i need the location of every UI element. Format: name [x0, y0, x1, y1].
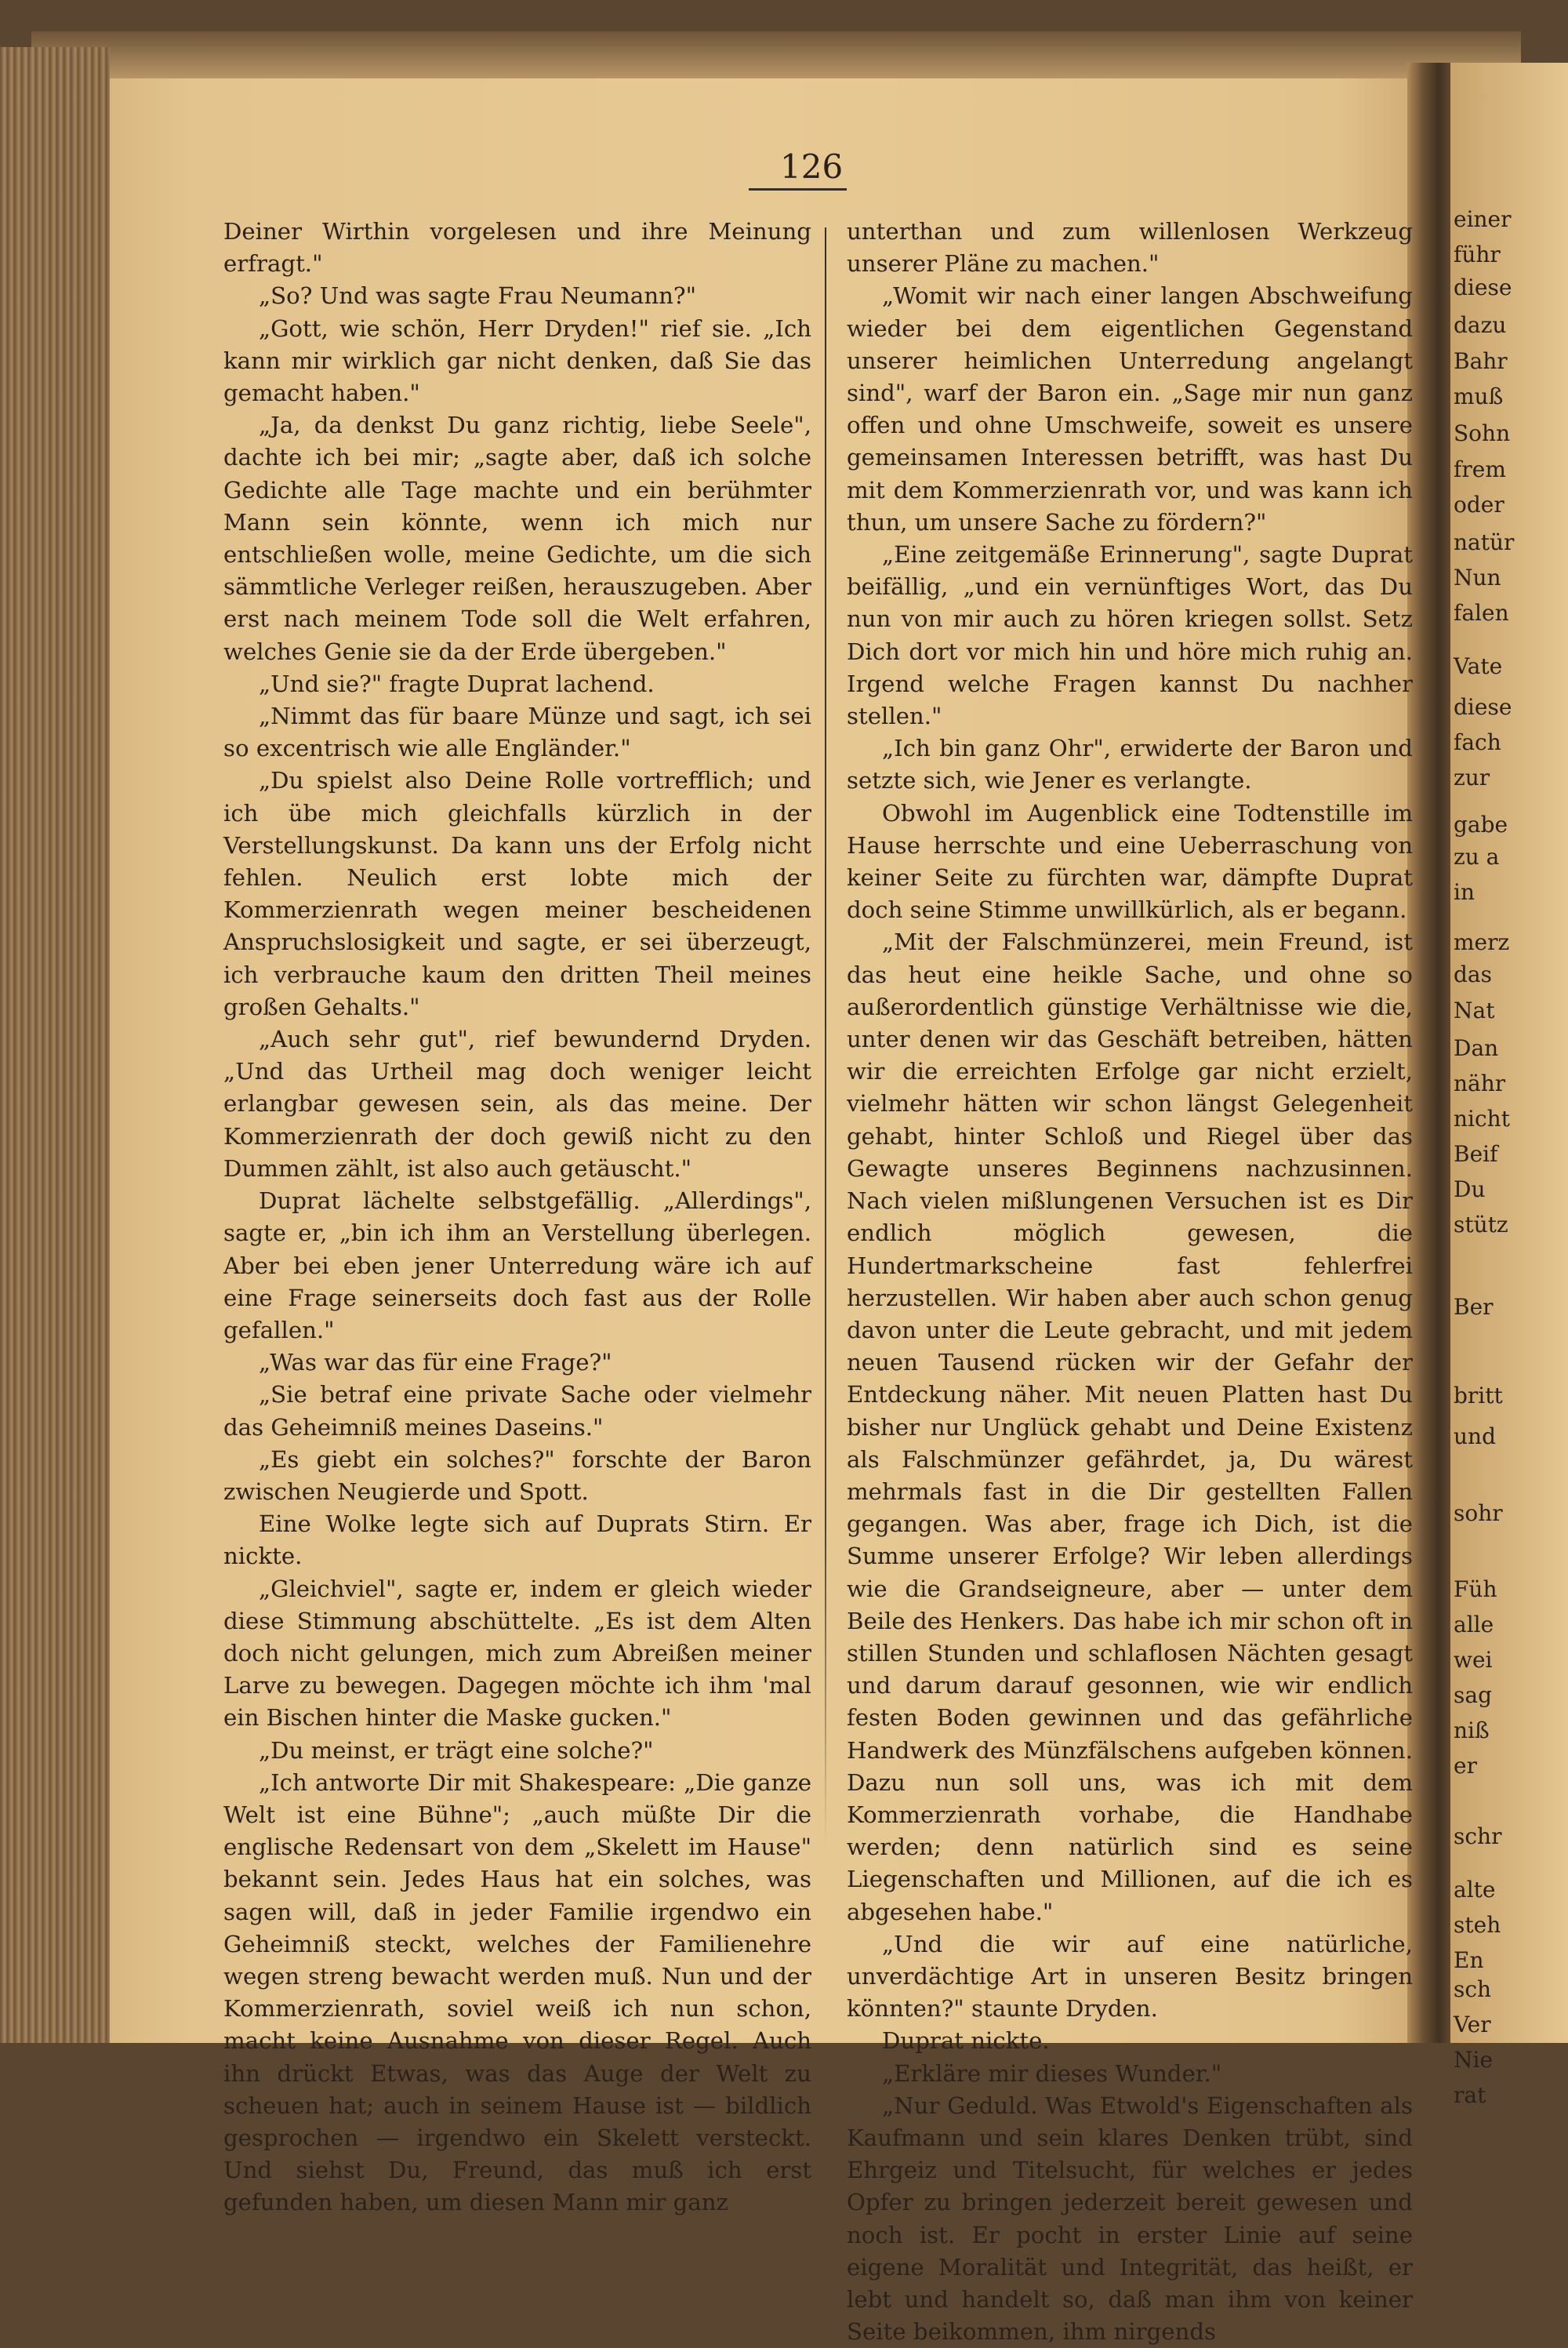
paragraph: „So? Und was sagte Frau Neumann?": [259, 282, 696, 310]
next-page-word-fragment: stütz: [1454, 1212, 1508, 1238]
next-page-word-fragment: muß: [1454, 383, 1504, 409]
paragraph: „Ich antworte Dir mit Shakespeare: „Die ganze Welt ist eine Bühne"; „auch müßte Dir die englische Redensart von dem „Skelett im Hause" bekannt sein. Jedes Haus hat ein solches, was sagen will, daß in jeder Familie irgendwo ein Geheimniß steckt, welches der Familienehre wegen streng bewacht werden muß. Nun und der Kommerzienrath, soviel weiß ich nun schon, macht keine Ausnahme von dieser Regel. Auch ihn drückt Etwas, was das Auge der Welt zu scheuen hat; auch in seinem Hause ist — bildlich gesprochen — irgendwo ein Skelett versteckt. Und siehst Du, Freund, das muß ich erst gefunden haben, um diesen Mann mir ganz: [223, 1768, 811, 2216]
next-page-word-fragment: sohr: [1454, 1499, 1503, 1526]
paragraph: „Auch sehr gut", rief bewundernd Dryden. „Und das Urtheil mag doch weniger leicht erlangbar gewesen sein, als das meine. Der Kommerzienrath der doch gewiß nicht zu den Dummen zählt, ist also auch getäuscht.": [223, 1026, 811, 1182]
paragraph: „Mit der Falschmünzerei, mein Freund, ist das heut eine heikle Sache, und ohne so außerordentlich günstige Verhältnisse wie die, unter denen wir das Geschäft betreiben, hätten wir die erreichten Erfolge gar nicht erzielt, vielmehr hätten wir schon längst Gelegenheit gehabt, hinter Schloß und Riegel über das Gewagte unseres Beginnens nachzusinnen. Nach vielen mißlungenen Versuchen ist es Dir endlich möglich gewesen, die Hundertmarkscheine fast fehlerfrei herzustellen. Wir haben aber auch schon genug davon unter die Leute gebracht, und mit jedem neuen Tausend rücken wir der Gefahr der Entdeckung näher. Mit neuen Platten hast Du bisher nur Unglück gehabt und Deine Existenz als Falschmünzer gefährdet, ja, Du wärest mehrmals fast in die Dir gestellten Fallen gegangen. Was aber, frage ich Dich, ist die Summe unserer Erfolge? Wir leben allerdings wie die Grandseigneure, aber — unter dem Beile des Henkers. Das habe ich mir schon oft in stillen Stunden und schlaflosen Nächten gesagt und darum darauf gesonnen, wie wir endlich festen Boden gewinnen und das gefährliche Handwerk des Münzfälschens aufgeben können. Dazu nun soll uns, was ich mit dem Kommerzienrath vorhabe, die Handhabe werden; denn natürlich sind es seine Liegenschaften und Millionen, auf die ich es abgesehen habe.": [847, 929, 1413, 1925]
next-page-word-fragment: Du: [1454, 1176, 1486, 1202]
paragraph: „Gleichviel", sagte er, indem er gleich wieder diese Stimmung abschüttelte. „Es ist dem Alten doch nicht gelungen, mich zum Abreißen meiner Larve zu bewegen. Dagegen möchte ich ihm 'mal ein Bischen hinter die Maske gucken.": [223, 1575, 811, 1732]
paragraph: „Nimmt das für baare Münze und sagt, ich sei so excentrisch wie alle Engländer.": [223, 703, 811, 762]
next-page-word-fragment: Beif: [1454, 1141, 1498, 1167]
paragraph: „Womit wir nach einer langen Abschweifung wieder bei dem eigentlichen Gegenstand unserer heimlichen Unterredung angelangt sind", warf der Baron ein. „Sage mir nun ganz offen und ohne Umschweife, soweit es unsere gemeinsamen Interessen betrifft, was hast Du mit dem Kommerzienrath vor, und was kann ich thun, um unsere Sache zu fördern?": [847, 282, 1413, 536]
next-page-word-fragment: Dan: [1454, 1035, 1499, 1061]
next-page-word-fragment: zu a: [1454, 843, 1500, 870]
next-page-word-fragment: nähr: [1454, 1070, 1506, 1096]
next-page-word-fragment: steh: [1454, 1911, 1501, 1938]
text-column-left: [223, 216, 811, 2219]
paragraph: „Und sie?" fragte Duprat lachend.: [259, 670, 655, 697]
next-page-word-fragment: Füh: [1454, 1576, 1497, 1602]
next-page-word-fragment: Bahr: [1454, 348, 1508, 374]
paragraph: „Ja, da denkst Du ganz richtig, liebe Seele", dachte ich bei mir; „sagte aber, daß ich solche Gedichte alle Tage machte und ein berühmter Mann sein könnte, wenn ich mich nur entschließen wolle, meine Gedichte, um die sich sämmtliche Verleger reißen, herauszugeben. Aber erst nach meinem Tode soll die Welt erfahren, welches Genie sie da der Erde übergeben.": [223, 412, 811, 665]
next-page-word-fragment: sag: [1454, 1682, 1492, 1708]
paragraph: „Und die wir auf eine natürliche, unverdächtige Art in unseren Besitz bringen könnten?" staunte Dryden.: [847, 1930, 1413, 2023]
next-page-word-fragment: merz: [1454, 929, 1510, 955]
next-page-word-fragment: Ber: [1454, 1294, 1494, 1320]
header-rule: [749, 188, 847, 191]
next-page-fragment: [1450, 63, 1568, 2108]
book-page-edges: [0, 47, 110, 2043]
next-page-word-fragment: einer: [1454, 205, 1512, 232]
next-page-word-fragment: das: [1454, 961, 1492, 987]
next-page-word-fragment: wei: [1454, 1647, 1493, 1673]
next-page-word-fragment: diese: [1454, 274, 1512, 300]
next-page-word-fragment: britt: [1454, 1382, 1503, 1408]
next-page-word-fragment: niß: [1454, 1717, 1490, 1743]
next-page-word-fragment: oder: [1454, 492, 1504, 518]
next-page-word-fragment: Nun: [1454, 565, 1501, 591]
next-page-word-fragment: frem: [1454, 456, 1506, 482]
paragraph: unterthan und zum willenlosen Werkzeug unserer Pläne zu machen.": [847, 218, 1413, 278]
paragraph: „Eine zeitgemäße Erinnerung", sagte Duprat beifällig, „und ein vernünftiges Wort, das Du nun von mir auch zu hören kriegen sollst. Setz Dich dort vor mich hin und höre mich ruhig an. Irgend welche Fragen kannst Du nachher stellen.": [847, 541, 1413, 730]
next-page-word-fragment: zur: [1454, 765, 1490, 791]
paragraph: „Es giebt ein solches?" forschte der Baron zwischen Neugierde und Spott.: [223, 1445, 811, 1505]
paragraph: „Was war das für eine Frage?": [259, 1349, 612, 1376]
next-page-word-fragment: natür: [1454, 529, 1515, 555]
next-page-word-fragment: fach: [1454, 729, 1501, 755]
page-number: 126: [780, 147, 844, 186]
paragraph: Obwohl im Augenblick eine Todtenstille im Hause herrschte und eine Ueberraschung von keiner Seite zu fürchten war, dämpfte Duprat doch seine Stimme unwillkürlich, als er begann.: [847, 799, 1413, 924]
paragraph: „Du spielst also Deine Rolle vortrefflich; und ich übe mich gleichfalls kürzlich in der Verstellungskunst. Da kann uns der Erfolg nicht fehlen. Neulich erst lobte mich der Kommerzienrath wegen meiner bescheidenen Anspruchslosigkeit und sagte, er sei überzeugt, ich verbrauche kaum den dritten Theil meines großen Gehalts.": [223, 767, 811, 1020]
next-page-word-fragment: Vate: [1454, 652, 1503, 679]
next-page-word-fragment: En: [1454, 1946, 1484, 1973]
next-page-word-fragment: alte: [1454, 1876, 1496, 1903]
next-page-word-fragment: er: [1454, 1753, 1477, 1779]
paragraph: Deiner Wirthin vorgelesen und ihre Meinung erfragt.": [223, 218, 811, 278]
book-top-edge: [31, 31, 1521, 78]
paragraph: „Gott, wie schön, Herr Dryden!" rief sie. „Ich kann mir wirklich gar nicht denken, daß Sie das gemacht haben.": [223, 314, 811, 407]
next-page-word-fragment: falen: [1454, 600, 1509, 626]
next-page-word-fragment: Ver: [1454, 2012, 1491, 2037]
next-page-word-fragment: diese: [1454, 694, 1512, 720]
next-page-word-fragment: Sohn: [1454, 420, 1511, 446]
paragraph: „Du meinst, er trägt eine solche?": [259, 1736, 654, 1764]
book-gutter: [1407, 63, 1454, 2043]
paragraph: Duprat lächelte selbstgefällig. „Allerdings", sagte er, „bin ich ihm an Verstellung überlegen. Aber bei eben jener Unterredung wäre ich auf eine Frage seinerseits doch fast aus der Rolle gefallen.": [223, 1187, 811, 1343]
next-page-word-fragment: dazu: [1454, 311, 1507, 338]
paragraph: „Ich bin ganz Ohr", erwiderte der Baron und setzte sich, wie Jener es verlangte.: [847, 735, 1413, 794]
next-page-word-fragment: nicht: [1454, 1106, 1510, 1132]
next-page-word-fragment: in: [1454, 878, 1475, 905]
next-page-word-fragment: rat: [1454, 2082, 1486, 2108]
next-page-word-fragment: Nie: [1454, 2047, 1494, 2073]
next-page-word-fragment: schr: [1454, 1823, 1502, 1849]
paragraph: „Nur Geduld. Was Etwold's Eigenschaften als Kaufmann und sein klares Denken trübt, sind Ehrgeiz und Titelsucht, für welches er jedes Opfer zu bringen jederzeit bereit gewesen und noch ist. Er pocht in erster Linie auf seine eigene Moralität und Integrität, das heißt, er lebt und handelt so, daß man ihm von keiner Seite beikommen, ihm nirgends: [847, 2092, 1413, 2346]
column-divider: [825, 227, 826, 1847]
paragraph: „Sie betraf eine private Sache oder vielmehr das Geheimniß meines Daseins.": [223, 1381, 811, 1441]
next-page-word-fragment: alle: [1454, 1612, 1494, 1637]
paragraph: Duprat nickte.: [882, 2027, 1050, 2055]
next-page-word-fragment: gabe: [1454, 812, 1508, 838]
paragraph: „Erkläre mir dieses Wunder.": [882, 2059, 1222, 2087]
next-page-word-fragment: sch: [1454, 1976, 1492, 2002]
text-column-right: [847, 216, 1413, 2348]
next-page-word-fragment: und: [1454, 1423, 1496, 1449]
next-page-word-fragment: Nat: [1454, 998, 1495, 1023]
next-page-word-fragment: führ: [1454, 241, 1501, 267]
paragraph: Eine Wolke legte sich auf Duprats Stirn. Er nickte.: [223, 1510, 811, 1570]
